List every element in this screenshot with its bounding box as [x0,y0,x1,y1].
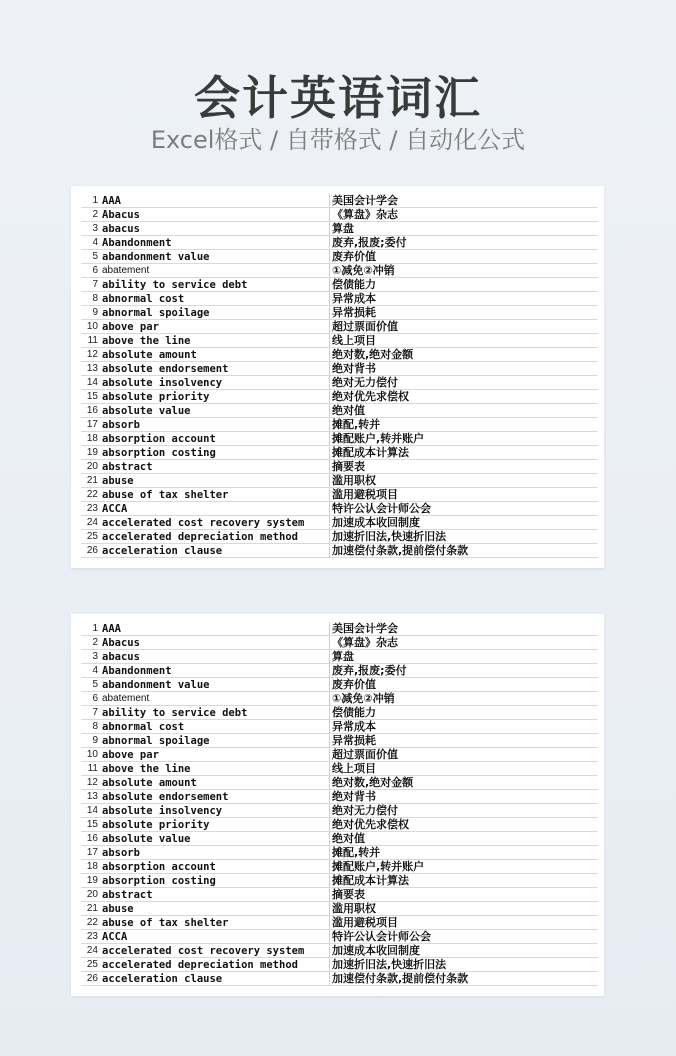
column-divider [329,762,330,776]
column-divider [329,692,330,706]
table-row [71,664,604,678]
row-number: 4 [92,237,98,248]
table-row [71,972,604,986]
chinese-term-cell: 异常成本 [332,292,376,305]
column-divider [329,208,330,222]
chinese-term-cell: 《算盘》杂志 [332,208,398,221]
row-number: 16 [86,833,98,844]
english-term-cell: abuse [102,903,134,915]
english-term-cell: accelerated depreciation method [102,531,298,543]
chinese-term-cell: 摘要表 [332,888,365,901]
row-number: 19 [86,875,98,886]
row-number: 13 [86,363,98,374]
row-number: 18 [86,861,98,872]
english-term-cell: accelerated cost recovery system [102,945,305,957]
column-divider [329,706,330,720]
table-row [71,650,604,664]
row-number: 6 [92,693,98,704]
column-divider [329,888,330,902]
chinese-term-cell: ①减免②冲销 [332,692,395,705]
table-row [71,692,604,706]
column-divider [329,306,330,320]
row-number: 4 [92,665,98,676]
table-row [71,418,604,432]
chinese-term-cell: ①减免②冲销 [332,264,395,277]
english-term-cell: abnormal cost [102,293,185,305]
column-divider [329,516,330,530]
column-divider [329,846,330,860]
table-row [71,362,604,376]
english-term-cell: accelerated cost recovery system [102,517,305,529]
column-divider [329,460,330,474]
table-row [71,348,604,362]
spreadsheet-preview-1 [71,186,604,568]
column-divider [329,376,330,390]
column-divider [329,502,330,516]
english-term-cell: absorb [102,419,140,431]
chinese-term-cell: 滥用避税项目 [332,488,398,501]
english-term-cell: absolute value [102,405,191,417]
row-number: 11 [87,763,98,774]
chinese-term-cell: 异常损耗 [332,306,376,319]
table-row [71,944,604,958]
english-term-cell: ability to service debt [102,279,248,291]
table-row [71,622,604,636]
chinese-term-cell: 滥用职权 [332,902,376,915]
column-divider [329,972,330,986]
row-number: 2 [92,637,98,648]
table-row [71,194,604,208]
column-divider [329,236,330,250]
table-row [71,306,604,320]
table-row [71,734,604,748]
table-row [71,958,604,972]
chinese-term-cell: 《算盘》杂志 [332,636,398,649]
column-divider [329,222,330,236]
table-row [71,790,604,804]
table-row [71,460,604,474]
page-title: 会计英语词汇 [194,71,482,125]
row-number: 24 [86,517,98,528]
english-term-cell: Abandonment [102,237,172,249]
english-term-cell: absorption costing [102,875,216,887]
chinese-term-cell: 绝对无力偿付 [332,376,398,389]
chinese-term-cell: 摘要表 [332,460,365,473]
table-row [71,278,604,292]
column-divider [329,818,330,832]
table-row [71,516,604,530]
table-row [71,530,604,544]
english-term-cell: absolute value [102,833,191,845]
english-term-cell: acceleration clause [102,973,223,985]
row-number: 7 [92,279,98,290]
column-divider [329,748,330,762]
row-number: 12 [86,349,98,360]
chinese-term-cell: 加速偿付条款,提前偿付条款 [332,972,469,985]
sheet-bottom-edge [71,560,604,568]
table-row [71,474,604,488]
english-term-cell: abacus [102,223,140,235]
english-term-cell: abuse [102,475,134,487]
english-term-cell: acceleration clause [102,545,223,557]
table-row [71,320,604,334]
row-number: 5 [92,251,98,262]
english-term-cell: absolute insolvency [102,805,223,817]
chinese-term-cell: 异常成本 [332,720,376,733]
table-row [71,636,604,650]
english-term-cell: above par [102,749,159,761]
row-number: 26 [86,973,98,984]
column-divider [329,832,330,846]
row-number: 12 [86,777,98,788]
english-term-cell: abandonment value [102,251,210,263]
column-divider [329,544,330,558]
chinese-term-cell: 摊配成本计算法 [332,874,409,887]
row-number: 22 [86,917,98,928]
english-term-cell: ACCA [102,503,128,515]
english-term-cell: ACCA [102,931,128,943]
column-divider [329,446,330,460]
table-row [71,544,604,558]
english-term-cell: abuse of tax shelter [102,917,229,929]
english-term-cell: abstract [102,461,153,473]
row-number: 14 [86,805,98,816]
page-subtitle: Excel格式 / 自带格式 / 自动化公式 [150,126,526,154]
row-number: 19 [86,447,98,458]
chinese-term-cell: 摊配账户,转并账户 [332,860,425,873]
row-number: 14 [86,377,98,388]
spreadsheet-preview-2 [71,614,604,996]
table-row [71,720,604,734]
english-term-cell: ability to service debt [102,707,248,719]
chinese-term-cell: 加速折旧法,快速折旧法 [332,530,447,543]
chinese-term-cell: 滥用避税项目 [332,916,398,929]
column-divider [329,944,330,958]
chinese-term-cell: 超过票面价值 [332,748,398,761]
table-row [71,250,604,264]
column-divider [329,958,330,972]
table-row [71,748,604,762]
row-number: 18 [86,433,98,444]
row-number: 23 [86,931,98,942]
column-divider [329,720,330,734]
table-row [71,404,604,418]
row-number: 8 [92,721,98,732]
column-divider [329,278,330,292]
table-row [71,376,604,390]
chinese-term-cell: 废弃,报废;委付 [332,236,407,249]
table-row [71,432,604,446]
table-row [71,818,604,832]
row-number: 21 [86,903,98,914]
table-row [71,264,604,278]
table-row [71,832,604,846]
row-number: 26 [86,545,98,556]
english-term-cell: absorb [102,847,140,859]
chinese-term-cell: 摊配账户,转并账户 [332,432,425,445]
english-term-cell: Abacus [102,637,140,649]
column-divider [329,348,330,362]
row-number: 17 [86,419,98,430]
column-divider [329,404,330,418]
english-term-cell: abnormal cost [102,721,185,733]
row-number: 10 [86,749,98,760]
english-term-cell: above the line [102,335,191,347]
row-number: 9 [92,735,98,746]
chinese-term-cell: 滥用职权 [332,474,376,487]
table-row [71,860,604,874]
row-number: 8 [92,293,98,304]
table-row [71,334,604,348]
english-term-cell: abstract [102,889,153,901]
english-term-cell: absolute endorsement [102,363,229,375]
table-row [71,222,604,236]
english-term-cell: abatement [102,265,150,276]
chinese-term-cell: 算盘 [332,222,354,235]
english-term-cell: AAA [102,195,121,207]
english-term-cell: abacus [102,651,140,663]
table-row [71,846,604,860]
english-term-cell: above the line [102,763,191,775]
chinese-term-cell: 特许公认会计师公会 [332,502,431,515]
english-term-cell: abnormal spoilage [102,307,210,319]
table-row [71,888,604,902]
table-row [71,762,604,776]
chinese-term-cell: 摊配,转并 [332,418,381,431]
row-number: 15 [86,819,98,830]
row-number: 20 [86,461,98,472]
spreadsheet-rows [71,622,604,986]
chinese-term-cell: 绝对数,绝对金额 [332,348,414,361]
table-row [71,208,604,222]
chinese-term-cell: 绝对值 [332,832,365,845]
chinese-term-cell: 废弃价值 [332,678,376,691]
table-row [71,390,604,404]
column-divider [329,902,330,916]
table-row [71,488,604,502]
chinese-term-cell: 偿债能力 [332,278,376,291]
row-number: 3 [92,223,98,234]
row-number: 23 [86,503,98,514]
table-row [71,446,604,460]
row-number: 20 [86,889,98,900]
english-term-cell: absolute priority [102,819,210,831]
english-term-cell: Abacus [102,209,140,221]
chinese-term-cell: 美国会计学会 [332,622,398,635]
english-term-cell: absorption account [102,861,216,873]
chinese-term-cell: 绝对背书 [332,362,376,375]
row-number: 5 [92,679,98,690]
column-divider [329,474,330,488]
column-divider [329,790,330,804]
row-number: 25 [86,959,98,970]
column-divider [329,636,330,650]
row-number: 15 [86,391,98,402]
chinese-term-cell: 偿债能力 [332,706,376,719]
row-number: 7 [92,707,98,718]
chinese-term-cell: 绝对背书 [332,790,376,803]
column-divider [329,418,330,432]
column-divider [329,776,330,790]
chinese-term-cell: 特许公认会计师公会 [332,930,431,943]
english-term-cell: abnormal spoilage [102,735,210,747]
row-number: 16 [86,405,98,416]
chinese-term-cell: 超过票面价值 [332,320,398,333]
english-term-cell: above par [102,321,159,333]
english-term-cell: absolute priority [102,391,210,403]
table-row [71,804,604,818]
column-divider [329,916,330,930]
chinese-term-cell: 废弃,报废;委付 [332,664,407,677]
column-divider [329,488,330,502]
column-divider [329,194,330,208]
chinese-term-cell: 美国会计学会 [332,194,398,207]
column-divider [329,930,330,944]
table-row [71,776,604,790]
chinese-term-cell: 摊配成本计算法 [332,446,409,459]
english-term-cell: abuse of tax shelter [102,489,229,501]
row-number: 24 [86,945,98,956]
column-divider [329,292,330,306]
row-number: 2 [92,209,98,220]
table-row [71,678,604,692]
chinese-term-cell: 算盘 [332,650,354,663]
chinese-term-cell: 加速偿付条款,提前偿付条款 [332,544,469,557]
chinese-term-cell: 线上项目 [332,762,376,775]
column-divider [329,250,330,264]
column-divider [329,734,330,748]
table-row [71,292,604,306]
chinese-term-cell: 绝对值 [332,404,365,417]
chinese-term-cell: 加速成本收回制度 [332,944,420,957]
english-term-cell: AAA [102,623,121,635]
sheet-bottom-edge [71,988,604,996]
english-term-cell: absolute amount [102,777,197,789]
column-divider [329,530,330,544]
column-divider [329,678,330,692]
row-number: 22 [86,489,98,500]
spreadsheet-rows [71,194,604,558]
chinese-term-cell: 加速成本收回制度 [332,516,420,529]
chinese-term-cell: 线上项目 [332,334,376,347]
chinese-term-cell: 摊配,转并 [332,846,381,859]
row-number: 21 [86,475,98,486]
column-divider [329,334,330,348]
chinese-term-cell: 废弃价值 [332,250,376,263]
table-row [71,236,604,250]
table-row [71,902,604,916]
chinese-term-cell: 异常损耗 [332,734,376,747]
chinese-term-cell: 绝对数,绝对金额 [332,776,414,789]
row-number: 11 [87,335,98,346]
column-divider [329,874,330,888]
row-number: 1 [92,195,98,206]
column-divider [329,390,330,404]
row-number: 13 [86,791,98,802]
column-divider [329,804,330,818]
english-term-cell: abatement [102,693,150,704]
row-number: 1 [92,623,98,634]
column-divider [329,264,330,278]
table-row [71,706,604,720]
column-divider [329,362,330,376]
chinese-term-cell: 绝对优先求偿权 [332,818,409,831]
table-row [71,502,604,516]
column-divider [329,622,330,636]
column-divider [329,650,330,664]
table-row [71,874,604,888]
english-term-cell: abandonment value [102,679,210,691]
english-term-cell: absorption account [102,433,216,445]
column-divider [329,432,330,446]
row-number: 6 [92,265,98,276]
english-term-cell: absolute endorsement [102,791,229,803]
english-term-cell: Abandonment [102,665,172,677]
column-divider [329,320,330,334]
table-row [71,930,604,944]
english-term-cell: absolute amount [102,349,197,361]
english-term-cell: accelerated depreciation method [102,959,298,971]
row-number: 10 [86,321,98,332]
chinese-term-cell: 绝对优先求偿权 [332,390,409,403]
column-divider [329,860,330,874]
chinese-term-cell: 绝对无力偿付 [332,804,398,817]
row-number: 9 [92,307,98,318]
english-term-cell: absolute insolvency [102,377,223,389]
column-divider [329,664,330,678]
row-number: 3 [92,651,98,662]
chinese-term-cell: 加速折旧法,快速折旧法 [332,958,447,971]
table-row [71,916,604,930]
english-term-cell: absorption costing [102,447,216,459]
row-number: 25 [86,531,98,542]
row-number: 17 [86,847,98,858]
